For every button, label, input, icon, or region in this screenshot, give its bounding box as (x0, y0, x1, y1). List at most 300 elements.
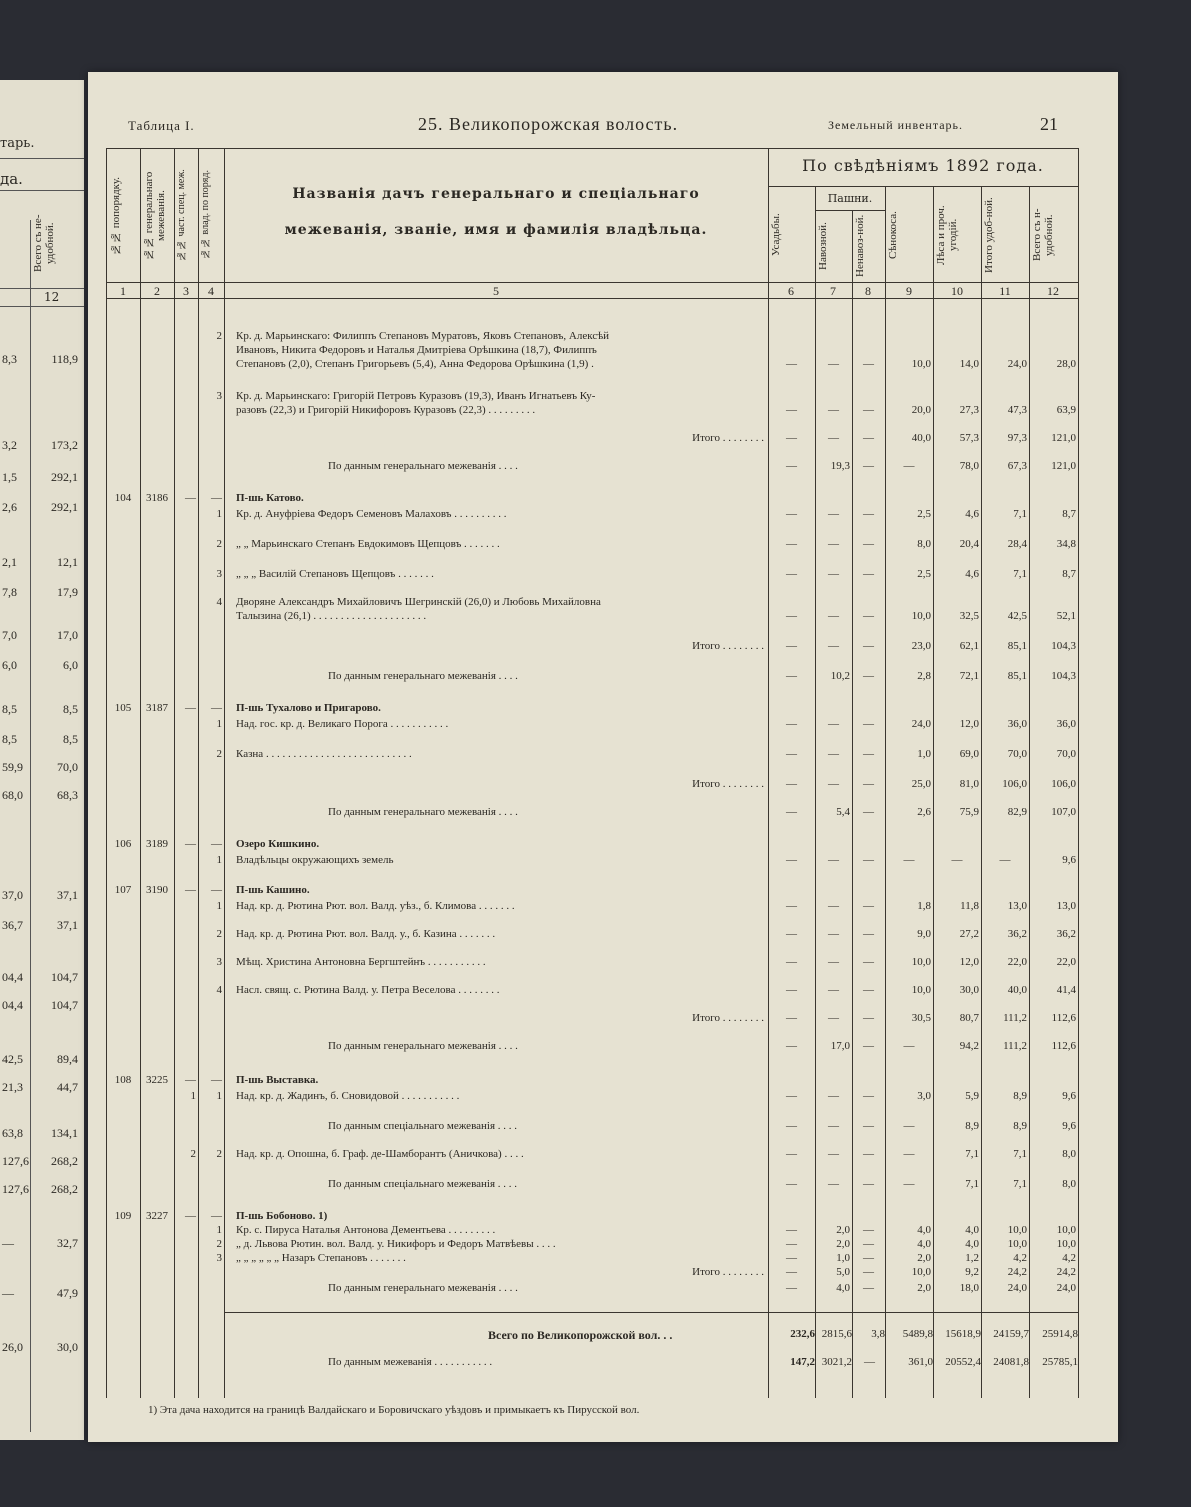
row-name: П-шь Кашино. (236, 884, 310, 896)
cell-c9: 2,0 (917, 1252, 931, 1264)
cell-c11: 82,9 (1007, 806, 1027, 818)
left-row-value-a: — (2, 1236, 14, 1250)
left-row-value-b: 292,1 (51, 500, 78, 514)
left-row-value-a: 7,0 (2, 628, 17, 642)
table-label: Таблица I. (128, 118, 195, 133)
cell-c3: — (185, 492, 196, 504)
column-number: 9 (906, 284, 912, 298)
row-name: Степановъ (2,0), Степанъ Григорьевъ (5,4), Анна Федорова Орѣшкина (1,9) . (236, 358, 594, 370)
table-row (88, 1148, 1118, 1162)
cell-c4: — (211, 884, 222, 896)
cell-c9: 10,0 (911, 358, 931, 370)
cell-c9: — (903, 1040, 915, 1052)
table-row (88, 1012, 1118, 1026)
cell-c7: — (828, 404, 839, 416)
cell-c6: — (786, 900, 797, 912)
cell-c10: 4,0 (965, 1238, 979, 1250)
left-page-fragment (0, 80, 84, 1440)
table-row (88, 508, 1118, 522)
left-row-value-a: 68,0 (2, 788, 23, 802)
cell-c12: 36,0 (1056, 718, 1076, 730)
cell-c7: — (828, 718, 839, 730)
column-number: 2 (154, 284, 160, 298)
column-number: 1 (120, 284, 126, 298)
totals-row (88, 1356, 1118, 1372)
cell-c12: 28,0 (1056, 358, 1076, 370)
left-row-value-b: 268,2 (51, 1154, 78, 1168)
column-number: 7 (830, 284, 836, 298)
cell-c8: — (863, 1148, 874, 1160)
cell-c3: — (185, 1210, 196, 1222)
cell-c11: 8,9 (1013, 1090, 1027, 1102)
cell-c6: — (786, 1266, 797, 1278)
left-row-value-b: 47,9 (57, 1286, 78, 1300)
cell-c3: — (185, 884, 196, 896)
table-row (88, 1266, 1118, 1280)
cell-c7: — (828, 1148, 839, 1160)
cell-c10: — (951, 854, 963, 866)
cell-c6: — (786, 1148, 797, 1160)
cell-c10: 18,0 (959, 1282, 979, 1294)
cell-c8: — (863, 1238, 874, 1250)
cell-c8: — (863, 1040, 874, 1052)
totals-c8: — (864, 1356, 875, 1368)
left-row-value-a: 21,3 (2, 1080, 23, 1094)
cell-c12: 121,0 (1051, 432, 1076, 444)
cell-c6: — (786, 806, 797, 818)
cell-c6: — (786, 1238, 797, 1250)
cell-c11: 13,0 (1007, 900, 1027, 912)
table-row (88, 1252, 1118, 1266)
cell-c11: 7,1 (1013, 1148, 1027, 1160)
cell-c11: 106,0 (1002, 778, 1027, 790)
left-row-value-b: 17,9 (57, 585, 78, 599)
cell-c11: 24,0 (1007, 1282, 1027, 1294)
cell-c12: 13,0 (1056, 900, 1076, 912)
cell-c9: 4,0 (917, 1238, 931, 1250)
cell-c4: 3 (216, 568, 222, 580)
col-header-11: Итого удоб-ной. (983, 197, 995, 273)
cell-c9: 3,0 (917, 1090, 931, 1102)
cell-c4: — (211, 1210, 222, 1222)
left-row-value-a: 37,0 (2, 888, 23, 902)
cell-c8: — (863, 806, 874, 818)
cell-c10: 78,0 (959, 460, 979, 472)
cell-c11: 85,1 (1007, 670, 1027, 682)
left-row-value-b: 12,1 (57, 555, 78, 569)
cell-c11: 111,2 (1003, 1012, 1027, 1024)
cell-c6: — (786, 670, 797, 682)
table-row (88, 1074, 1118, 1088)
table-row (88, 1120, 1118, 1134)
left-row-value-a: 7,8 (2, 585, 17, 599)
left-row-value-a: 42,5 (2, 1052, 23, 1066)
cell-c6: — (786, 568, 797, 580)
page-title: 25. Великопорожская волость. (418, 114, 679, 134)
table-row (88, 778, 1118, 792)
cell-c9: 23,0 (911, 640, 931, 652)
cell-c8: — (863, 358, 874, 370)
row-name: Кр. д. Ануфріева Федоръ Семеновъ Малаховъ . . . . . . . . . . (236, 508, 507, 520)
totals-c7: 2815,6 (821, 1328, 852, 1340)
cell-c4: 1 (216, 854, 222, 866)
cell-c7: — (828, 610, 839, 622)
left-row-value-b: 17,0 (57, 628, 78, 642)
totals-c7: 3021,2 (821, 1356, 852, 1368)
cell-c9: 2,5 (917, 508, 931, 520)
left-row-value-a: 3,2 (2, 438, 17, 452)
table-row (88, 718, 1118, 732)
cell-c11: 97,3 (1007, 432, 1027, 444)
cell-c2: 3187 (146, 702, 168, 714)
cell-c1: 107 (114, 884, 132, 896)
page-number: 21 (1040, 114, 1058, 134)
cell-c8: — (863, 432, 874, 444)
cell-c6: — (786, 404, 797, 416)
cell-c3: 1 (190, 1090, 196, 1102)
cell-c8: — (863, 568, 874, 580)
table-row (88, 460, 1118, 474)
cell-c11: 42,5 (1007, 610, 1027, 622)
table-row (88, 538, 1118, 552)
cell-c12: 112,6 (1051, 1040, 1076, 1052)
cell-c8: — (863, 718, 874, 730)
col-header-2: №№ генеральнаго межеванія. (143, 171, 167, 261)
row-name: По данным спеціальнаго межеванія . . . . (328, 1178, 517, 1190)
cell-c3: — (185, 838, 196, 850)
cell-c4: 4 (216, 596, 222, 608)
cell-c9: 25,0 (911, 778, 931, 790)
left-row-value-a: 26,0 (2, 1340, 23, 1354)
cell-c10: 12,0 (959, 956, 979, 968)
cell-c10: 4,6 (965, 568, 979, 580)
cell-c6: — (786, 1040, 797, 1052)
table-row (88, 670, 1118, 684)
cell-c12: 41,4 (1056, 984, 1076, 996)
row-name: „ „ „ Василій Степановъ Щепцовъ . . . . . . . (236, 568, 434, 580)
cell-c10: 1,2 (965, 1252, 979, 1264)
left-row-value-b: 292,1 (51, 470, 78, 484)
cell-c10: 72,1 (959, 670, 979, 682)
left-row-value-a: 2,6 (2, 500, 17, 514)
left-row-value-a: 36,7 (2, 918, 23, 932)
table-row (88, 928, 1118, 942)
cell-c4: 3 (216, 1252, 222, 1264)
cell-c7: 4,0 (836, 1282, 850, 1294)
cell-c6: — (786, 1012, 797, 1024)
cell-c6: — (786, 718, 797, 730)
row-name: П-шь Тухалово и Пригарово. (236, 702, 381, 714)
left-row-value-a: 1,5 (2, 470, 17, 484)
row-name: По данным генеральнаго межеванія . . . . (328, 806, 518, 818)
cell-c10: 81,0 (959, 778, 979, 790)
row-name: Талызина (26,1) . . . . . . . . . . . . . . . . . . . . . (236, 610, 427, 622)
cell-c8: — (863, 1178, 874, 1190)
totals-c10: 15618,9 (945, 1328, 981, 1340)
table-row (88, 610, 1118, 624)
cell-c7: — (828, 1120, 839, 1132)
cell-c6: — (786, 984, 797, 996)
cell-c11: 40,0 (1007, 984, 1027, 996)
left-row-value-b: 134,1 (51, 1126, 78, 1140)
left-row-value-a: 63,8 (2, 1126, 23, 1140)
cell-c12: 70,0 (1056, 748, 1076, 760)
totals-c6: 147,2 (790, 1356, 815, 1368)
cell-c9: 4,0 (917, 1224, 931, 1236)
cell-c12: 9,6 (1062, 1120, 1076, 1132)
left-row-value-a: — (2, 1286, 14, 1300)
cell-c4: 2 (216, 928, 222, 940)
left-row-value-a: 8,3 (2, 352, 17, 366)
cell-c6: — (786, 1282, 797, 1294)
cell-c12: 4,2 (1062, 1252, 1076, 1264)
left-row-value-a: 2,1 (2, 555, 17, 569)
table-row (88, 404, 1118, 418)
cell-c8: — (863, 778, 874, 790)
cell-c11: 10,0 (1007, 1238, 1027, 1250)
cell-c12: 34,8 (1056, 538, 1076, 550)
left-row-value-b: 118,9 (51, 352, 78, 366)
left-row-value-b: 104,7 (51, 998, 78, 1012)
row-name: По данным генеральнаго межеванія . . . . (328, 1040, 518, 1052)
cell-c8: — (863, 984, 874, 996)
row-name: Над. гос. кр. д. Великаго Порога . . . . . . . . . . . (236, 718, 449, 730)
cell-c9: 8,0 (917, 538, 931, 550)
cell-c6: — (786, 1178, 797, 1190)
table-row (88, 358, 1118, 372)
cell-c6: — (786, 1224, 797, 1236)
cell-c8: — (863, 1282, 874, 1294)
cell-c1: 106 (114, 838, 132, 850)
cell-c8: — (863, 538, 874, 550)
cell-c7: 5,0 (836, 1266, 850, 1278)
section-title: Земельный инвентарь. (828, 118, 964, 132)
cell-c8: — (863, 1266, 874, 1278)
totals-c6: 232,6 (790, 1328, 815, 1340)
table-row (88, 748, 1118, 762)
cell-c4: 2 (216, 748, 222, 760)
row-name: П-шь Выставка. (236, 1074, 319, 1086)
cell-c8: — (863, 900, 874, 912)
table-row (88, 806, 1118, 820)
cell-c8: — (863, 640, 874, 652)
row-name: Итого . . . . . . . . (692, 1266, 764, 1278)
cell-c11: 67,3 (1007, 460, 1027, 472)
cell-c9: 10,0 (911, 1266, 931, 1278)
cell-c1: 109 (114, 1210, 132, 1222)
cell-c6: — (786, 358, 797, 370)
cell-c9: — (903, 1148, 915, 1160)
cell-c9: — (903, 1178, 915, 1190)
cell-c9: — (903, 460, 915, 472)
cell-c9: 2,5 (917, 568, 931, 580)
table-row (88, 884, 1118, 898)
column-number: 11 (999, 284, 1011, 298)
column-number: 3 (183, 284, 189, 298)
row-name: „ „ „ „ „ „ Назаръ Степановъ . . . . . . . (236, 1252, 406, 1264)
cell-c10: 69,0 (959, 748, 979, 760)
cell-c12: 24,0 (1056, 1282, 1076, 1294)
table-row (88, 344, 1118, 358)
table-row (88, 854, 1118, 868)
cell-c6: — (786, 640, 797, 652)
cell-c8: — (863, 610, 874, 622)
cell-c6: — (786, 1090, 797, 1102)
left-row-value-a: 127,6 (2, 1182, 29, 1196)
cell-c12: 8,7 (1062, 568, 1076, 580)
row-name: П-шь Катово. (236, 492, 304, 504)
cell-c12: 112,6 (1051, 1012, 1076, 1024)
cell-c9: 10,0 (911, 956, 931, 968)
left-row-value-b: 6,0 (63, 658, 78, 672)
cell-c10: 27,3 (959, 404, 979, 416)
table-row (88, 492, 1118, 506)
totals-c9: 361,0 (908, 1356, 933, 1368)
left-header-fragment: тарь. (0, 136, 35, 151)
cell-c9: 1,8 (917, 900, 931, 912)
left-row-value-a: 04,4 (2, 970, 23, 984)
cell-c9: — (903, 1120, 915, 1132)
cell-c8: — (863, 928, 874, 940)
cell-c6: — (786, 956, 797, 968)
cell-c4: 4 (216, 984, 222, 996)
cell-c7: 1,0 (836, 1252, 850, 1264)
cell-c10: 57,3 (959, 432, 979, 444)
left-row-value-b: 8,5 (63, 732, 78, 746)
cell-c12: 8,0 (1062, 1178, 1076, 1190)
cell-c9: 20,0 (911, 404, 931, 416)
cell-c6: — (786, 1252, 797, 1264)
column-number: 12 (1047, 284, 1059, 298)
col-header-7: Навозной. (817, 222, 829, 270)
cell-c10: 4,0 (965, 1224, 979, 1236)
cell-c10: 7,1 (965, 1178, 979, 1190)
cell-c8: — (863, 1252, 874, 1264)
cell-c4: 2 (216, 330, 222, 342)
left-column-label: Всего съ не-удобной. (32, 214, 56, 272)
cell-c7: — (828, 984, 839, 996)
table-row (88, 390, 1118, 404)
cell-c4: — (211, 838, 222, 850)
table-row (88, 1238, 1118, 1252)
left-row-value-b: 37,1 (57, 888, 78, 902)
cell-c7: 5,4 (836, 806, 850, 818)
cell-c8: — (863, 670, 874, 682)
row-name: Кр. с. Пируса Наталья Антонова Дементьева . . . . . . . . . (236, 1224, 496, 1236)
cell-c8: — (863, 1120, 874, 1132)
left-row-value-b: 44,7 (57, 1080, 78, 1094)
cell-c12: 104,3 (1051, 670, 1076, 682)
cell-c4: 3 (216, 390, 222, 402)
col-header-4: №№ влад. по поряд. (200, 170, 211, 260)
left-row-value-b: 173,2 (51, 438, 78, 452)
col-header-5-line2: межеванія, званіе, имя и фамилія владѣльца. (284, 222, 708, 238)
col-header-5-line1: Названія дачъ генеральнаго и спеціальнаго (292, 186, 700, 202)
cell-c10: 14,0 (959, 358, 979, 370)
cell-c11: 70,0 (1007, 748, 1027, 760)
cell-c7: — (828, 358, 839, 370)
cell-c10: 12,0 (959, 718, 979, 730)
cell-c7: 10,2 (830, 670, 850, 682)
row-name: По данным генеральнаго межеванія . . . . (328, 460, 518, 472)
cell-c10: 94,2 (959, 1040, 979, 1052)
cell-c4: 1 (216, 1224, 222, 1236)
table-row (88, 702, 1118, 716)
cell-c7: 19,3 (830, 460, 850, 472)
left-row-value-a: 04,4 (2, 998, 23, 1012)
cell-c2: 3227 (146, 1210, 168, 1222)
cell-c6: — (786, 928, 797, 940)
cell-c6: — (786, 508, 797, 520)
cell-c12: 106,0 (1051, 778, 1076, 790)
row-name: По данным спеціальнаго межеванія . . . . (328, 1120, 517, 1132)
table-row (88, 984, 1118, 998)
col-header-10: Лѣса и проч. угодій. (935, 205, 959, 265)
table-row (88, 1224, 1118, 1238)
cell-c11: 36,2 (1007, 928, 1027, 940)
cell-c11: 8,9 (1013, 1120, 1027, 1132)
table-row (88, 330, 1118, 344)
cell-c7: — (828, 640, 839, 652)
col-header-1: №№ попорядку. (110, 176, 122, 256)
cell-c4: — (211, 1074, 222, 1086)
left-row-value-b: 268,2 (51, 1182, 78, 1196)
cell-c3: — (185, 1074, 196, 1086)
cell-c12: 107,0 (1051, 806, 1076, 818)
left-row-value-b: 104,7 (51, 970, 78, 984)
row-name: Над. кр. д. Опошна, б. Граф. де-Шамборантъ (Аничкова) . . . . (236, 1148, 524, 1160)
cell-c11: 85,1 (1007, 640, 1027, 652)
row-name: Итого . . . . . . . . (692, 778, 764, 790)
cell-c1: 105 (114, 702, 132, 714)
totals-row (88, 1328, 1118, 1344)
column-number: 10 (951, 284, 963, 298)
cell-c8: — (863, 404, 874, 416)
cell-c4: 1 (216, 900, 222, 912)
cell-c6: — (786, 432, 797, 444)
cell-c6: — (786, 610, 797, 622)
cell-c12: 10,0 (1056, 1224, 1076, 1236)
cell-c12: 63,9 (1056, 404, 1076, 416)
cell-c6: — (786, 460, 797, 472)
cell-c4: — (211, 702, 222, 714)
cell-c11: 24,0 (1007, 358, 1027, 370)
table-row (88, 900, 1118, 914)
col-header-8: Ненавоз-ной. (854, 214, 866, 278)
row-name: Мѣщ. Христина Антоновна Бергштейнъ . . . . . . . . . . . (236, 956, 486, 968)
cell-c9: 30,5 (911, 1012, 931, 1024)
cell-c2: 3225 (146, 1074, 168, 1086)
cell-c11: 22,0 (1007, 956, 1027, 968)
cell-c8: — (863, 508, 874, 520)
row-name: Над. кр. д. Рютина Рют. вол. Валд. уѣз., б. Климова . . . . . . . (236, 900, 515, 912)
cell-c10: 4,6 (965, 508, 979, 520)
row-name: Насл. свящ. с. Рютина Валд. у. Петра Веселова . . . . . . . . (236, 984, 500, 996)
footnote: 1) Эта дача находится на границѣ Валдайскаго и Боровичскаго уѣздовъ и примыкаетъ къ Пирусской вол. (148, 1404, 640, 1416)
cell-c9: — (903, 854, 915, 866)
cell-c10: 62,1 (959, 640, 979, 652)
cell-c11: 28,4 (1007, 538, 1027, 550)
cell-c12: 104,3 (1051, 640, 1076, 652)
table-row (88, 640, 1118, 654)
column-number: 4 (208, 284, 214, 298)
cell-c8: — (863, 956, 874, 968)
cell-c6: — (786, 538, 797, 550)
cell-c8: — (863, 1012, 874, 1024)
cell-c11: 10,0 (1007, 1224, 1027, 1236)
row-name: Дворяне Александръ Михайловичъ Шегринскій (26,0) и Любовь Михайловна (236, 596, 601, 608)
cell-c12: 121,0 (1051, 460, 1076, 472)
